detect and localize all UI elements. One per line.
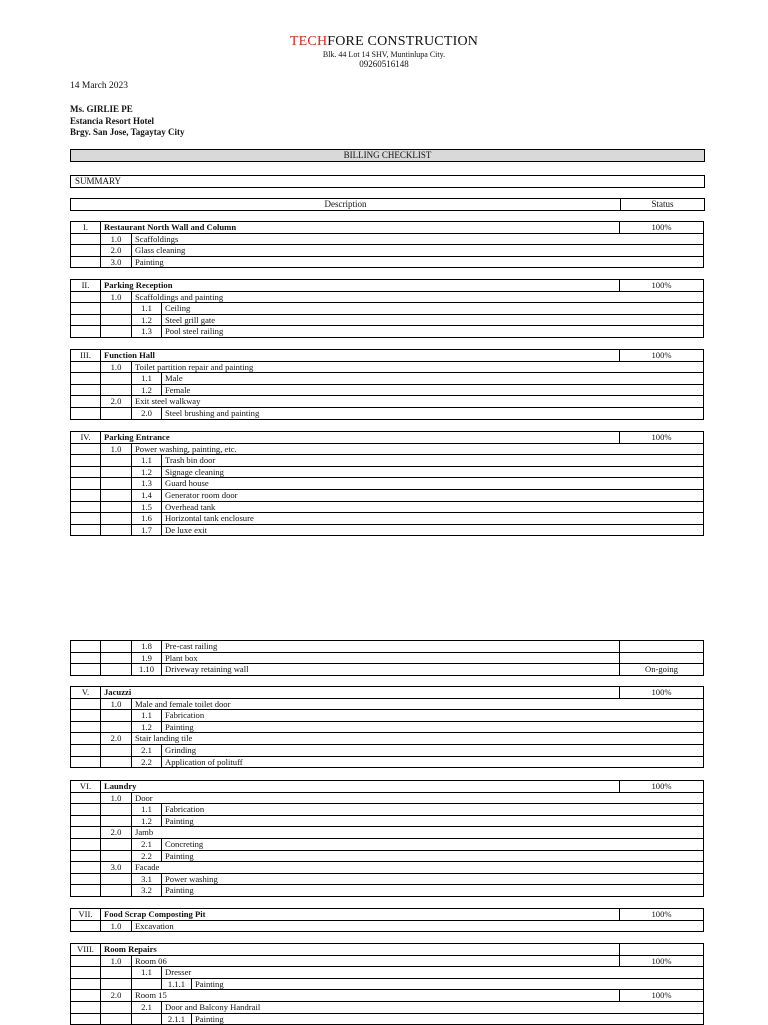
item-label: Stair landing tile xyxy=(132,733,704,745)
item-label: Power washing, painting, etc. xyxy=(132,443,704,455)
section-parking-entrance xyxy=(70,431,704,536)
table-row xyxy=(71,955,704,967)
section-status: 100% xyxy=(620,687,704,699)
item-number: 1.0 xyxy=(101,443,132,455)
subitem-label: Door and Balcony Handrail xyxy=(162,1001,704,1013)
table-row xyxy=(71,1013,704,1025)
summary-label: SUMMARY xyxy=(70,175,705,188)
subitem-label: Guard house xyxy=(162,478,704,490)
subitem-number: 1.6 xyxy=(132,513,162,525)
company-phone: 09260516148 xyxy=(359,59,409,69)
subitem-label: Power washing xyxy=(162,873,704,885)
table-row xyxy=(71,652,704,664)
section-number: VI. xyxy=(71,781,101,793)
section-status: 100% xyxy=(620,222,704,234)
subitem-label: Plant box xyxy=(162,652,620,664)
subitem-number: 1.1 xyxy=(132,710,162,722)
billing-title: BILLING CHECKLIST xyxy=(70,149,705,162)
subitem-label: Overhead tank xyxy=(162,501,704,513)
subitem-number: 2.1 xyxy=(132,1001,162,1013)
table-row xyxy=(71,1001,704,1013)
subitem-status xyxy=(620,652,704,664)
company-name-rest: FORE CONSTRUCTION xyxy=(327,34,479,49)
section-room-repairs xyxy=(70,943,704,1025)
section-header-row xyxy=(71,909,704,921)
item-status: 100% xyxy=(620,955,704,967)
section-number: I. xyxy=(71,222,101,234)
section-number: V. xyxy=(71,687,101,699)
table-row xyxy=(71,641,704,653)
subitem-number: 1.2 xyxy=(132,384,162,396)
table-row xyxy=(71,478,704,490)
section-title: Room Repairs xyxy=(101,944,620,956)
recipient-name: Ms. GIRLIE PE xyxy=(70,104,133,114)
subitem-label: Female xyxy=(162,384,704,396)
subitem-number: 1.3 xyxy=(132,478,162,490)
section-title: Restaurant North Wall and Column xyxy=(101,222,620,234)
section-food-scrap-pit xyxy=(70,908,704,932)
table-row xyxy=(71,466,704,478)
subitem-status: On-going xyxy=(620,664,704,676)
item-number: 1.0 xyxy=(101,792,132,804)
table-row xyxy=(71,256,704,268)
item-number: 2.0 xyxy=(101,245,132,257)
table-row xyxy=(71,524,704,536)
section-title: Parking Entrance xyxy=(101,432,620,444)
section-header-row xyxy=(71,432,704,444)
item-label: Toilet partition repair and painting xyxy=(132,361,704,373)
section-laundry xyxy=(70,780,704,897)
subitem-label: Painting xyxy=(162,815,704,827)
subsubitem-number: 2.1.1 xyxy=(162,1013,192,1025)
section-number: VII. xyxy=(71,909,101,921)
table-row xyxy=(71,361,704,373)
subitem-number: 1.2 xyxy=(132,314,162,326)
table-row xyxy=(71,978,704,990)
section-restaurant-north-wall xyxy=(70,221,704,268)
section-jacuzzi xyxy=(70,686,704,768)
table-row xyxy=(71,314,704,326)
subitem-label: Horizontal tank enclosure xyxy=(162,513,704,525)
section-header-row xyxy=(71,350,704,362)
item-label: Door xyxy=(132,792,704,804)
section-title: Jacuzzi xyxy=(101,687,620,699)
section-header-row xyxy=(71,687,704,699)
table-row xyxy=(71,838,704,850)
item-status: 100% xyxy=(620,990,704,1002)
subitem-number: 1.1 xyxy=(132,455,162,467)
section-header-row xyxy=(71,781,704,793)
subitem-number: 2.0 xyxy=(132,407,162,419)
subitem-number: 1.5 xyxy=(132,501,162,513)
table-row xyxy=(71,664,704,676)
subitem-label: Pool steel railing xyxy=(162,326,704,338)
table-row xyxy=(71,407,704,419)
section-status: 100% xyxy=(620,781,704,793)
subitem-label: Pre-cast railing xyxy=(162,641,620,653)
table-row xyxy=(71,885,704,897)
subitem-label: Steel grill gate xyxy=(162,314,704,326)
table-row xyxy=(71,513,704,525)
table-row xyxy=(71,326,704,338)
subitem-number: 2.2 xyxy=(132,756,162,768)
subitem-number: 1.8 xyxy=(132,641,162,653)
table-row xyxy=(71,710,704,722)
table-row xyxy=(71,384,704,396)
item-label: Exit steel walkway xyxy=(132,396,704,408)
subitem-label: Painting xyxy=(162,850,704,862)
subitem-label: Fabrication xyxy=(162,804,704,816)
item-label: Scaffoldings xyxy=(132,233,704,245)
column-header-description: Description xyxy=(71,199,621,210)
table-row xyxy=(71,373,704,385)
item-number: 1.0 xyxy=(101,291,132,303)
subitem-label: Steel brushing and painting xyxy=(162,407,704,419)
subitem-number: 1.4 xyxy=(132,489,162,501)
item-label: Painting xyxy=(132,256,704,268)
item-number: 2.0 xyxy=(101,396,132,408)
subitem-number: 1.10 xyxy=(132,664,162,676)
table-row xyxy=(71,455,704,467)
subitem-number: 1.1 xyxy=(132,804,162,816)
section-title: Parking Reception xyxy=(101,280,620,292)
subsubitem-number: 1.1.1 xyxy=(162,978,192,990)
table-row xyxy=(71,804,704,816)
table-row xyxy=(71,873,704,885)
subitem-number: 3.2 xyxy=(132,885,162,897)
table-row xyxy=(71,233,704,245)
item-number: 1.0 xyxy=(101,955,132,967)
section-parking-entrance-continued xyxy=(70,640,704,676)
subitem-label: Painting xyxy=(162,721,704,733)
subsubitem-label: Painting xyxy=(192,978,704,990)
section-title: Laundry xyxy=(101,781,620,793)
section-status: 100% xyxy=(620,350,704,362)
company-address: Blk. 44 Lot 14 SHV, Muntinlupa City. xyxy=(322,50,446,59)
item-number: 2.0 xyxy=(101,827,132,839)
subitem-number: 2.1 xyxy=(132,838,162,850)
table-row xyxy=(71,792,704,804)
table-row xyxy=(71,443,704,455)
table-row xyxy=(71,721,704,733)
subitem-number: 2.1 xyxy=(132,744,162,756)
table-row xyxy=(71,967,704,979)
column-header-status: Status xyxy=(651,199,674,209)
subitem-number: 3.1 xyxy=(132,873,162,885)
item-number: 3.0 xyxy=(101,862,132,874)
item-label: Jamb xyxy=(132,827,704,839)
item-label: Room 15 xyxy=(132,990,620,1002)
item-label: Facade xyxy=(132,862,704,874)
subitem-number: 1.2 xyxy=(132,721,162,733)
table-row xyxy=(71,501,704,513)
section-function-hall xyxy=(70,349,704,420)
table-row xyxy=(71,291,704,303)
subitem-number: 1.2 xyxy=(132,815,162,827)
subitem-number: 2.2 xyxy=(132,850,162,862)
table-row xyxy=(71,815,704,827)
item-number: 2.0 xyxy=(101,733,132,745)
item-label: Scaffoldings and painting xyxy=(132,291,704,303)
section-header-row xyxy=(71,280,704,292)
subitem-number: 1.2 xyxy=(132,466,162,478)
subitem-label: Application of polituff xyxy=(162,756,704,768)
subitem-label: Male xyxy=(162,373,704,385)
letter-date: 14 March 2023 xyxy=(70,81,129,91)
subitem-label: Fabrication xyxy=(162,710,704,722)
item-number: 1.0 xyxy=(101,361,132,373)
column-header-row xyxy=(70,198,705,211)
section-parking-reception xyxy=(70,279,704,338)
recipient-company: Estancia Resort Hotel xyxy=(70,115,154,126)
item-label: Room 06 xyxy=(132,955,620,967)
item-number: 1.0 xyxy=(101,233,132,245)
recipient-address: Brgy. San Jose, Tagaytay City xyxy=(70,127,185,137)
subitem-label: Painting xyxy=(162,885,704,897)
subitem-number: 1.9 xyxy=(132,652,162,664)
item-number: 3.0 xyxy=(101,256,132,268)
subitem-label: Trash bin door xyxy=(162,455,704,467)
subitem-label: Generator room door xyxy=(162,489,704,501)
table-row xyxy=(71,827,704,839)
table-row xyxy=(71,698,704,710)
section-title: Function Hall xyxy=(101,350,620,362)
subsubitem-label: Painting xyxy=(192,1013,704,1025)
subitem-label: Concreting xyxy=(162,838,704,850)
subitem-number: 1.1 xyxy=(132,373,162,385)
subitem-number: 1.3 xyxy=(132,326,162,338)
table-row xyxy=(71,733,704,745)
table-row xyxy=(71,744,704,756)
item-label: Excavation xyxy=(132,920,704,932)
company-name-accent: TECH xyxy=(289,34,328,49)
subitem-number: 1.1 xyxy=(132,303,162,315)
section-number: II. xyxy=(71,280,101,292)
item-label: Glass cleaning xyxy=(132,245,704,257)
table-row xyxy=(71,489,704,501)
subitem-label: De luxe exit xyxy=(162,524,704,536)
section-number: IV. xyxy=(71,432,101,444)
section-status: 100% xyxy=(620,280,704,292)
subitem-label: Grinding xyxy=(162,744,704,756)
item-number: 1.0 xyxy=(101,920,132,932)
subitem-status xyxy=(620,641,704,653)
section-header-row xyxy=(71,222,704,234)
table-row xyxy=(71,850,704,862)
subitem-label: Signage cleaning xyxy=(162,466,704,478)
section-number: VIII. xyxy=(71,944,101,956)
table-row xyxy=(71,920,704,932)
table-row xyxy=(71,303,704,315)
table-row xyxy=(71,862,704,874)
section-title: Food Scrap Composting Pit xyxy=(101,909,620,921)
item-label: Male and female toilet door xyxy=(132,698,704,710)
item-number: 2.0 xyxy=(101,990,132,1002)
table-row xyxy=(71,990,704,1002)
table-row xyxy=(71,245,704,257)
subitem-label: Dresser xyxy=(162,967,704,979)
recipient-block xyxy=(70,104,185,139)
table-row xyxy=(71,756,704,768)
subitem-label: Driveway retaining wall xyxy=(162,664,620,676)
table-row xyxy=(71,396,704,408)
subitem-label: Ceiling xyxy=(162,303,704,315)
section-status: 100% xyxy=(620,432,704,444)
section-header-row xyxy=(71,944,704,956)
company-name xyxy=(0,34,768,50)
subitem-number: 1.1 xyxy=(132,967,162,979)
section-number: III. xyxy=(71,350,101,362)
item-number: 1.0 xyxy=(101,698,132,710)
subitem-number: 1.7 xyxy=(132,524,162,536)
section-status: 100% xyxy=(620,909,704,921)
